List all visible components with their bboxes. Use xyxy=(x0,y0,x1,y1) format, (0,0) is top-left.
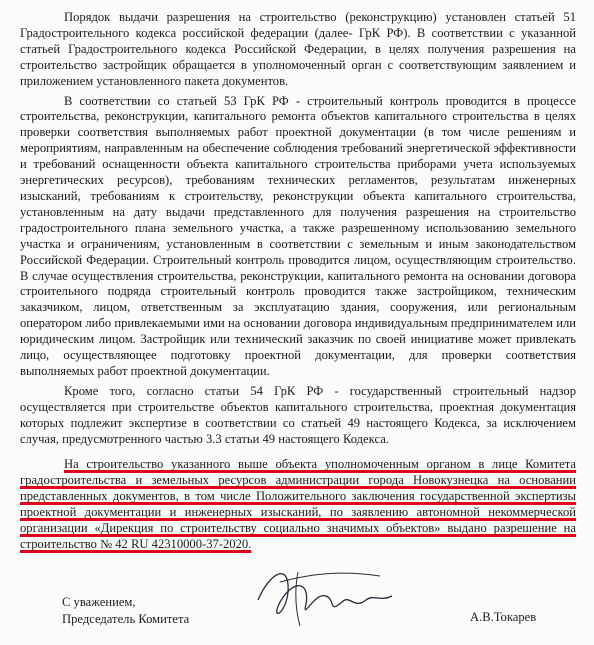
signer-left xyxy=(62,594,189,628)
paragraph-2: В соответствии со статьей 53 ГрК РФ - строительный контроль проводится в процессе строительства, реконструкции, капитального ремонта объектов капитального строительства в целях проверки соответствия выполняемых работ проектной документации (в том числе решениям и мероприятиям, направленным на обеспечение соблюдения требований энергетической эффективности и требований оснащенности объекта капитального строительства приборами учета используемых энергетических ресурсов), требованиям технических регламентов, результатам инженерных изысканий, требованиям к строительству, реконструкции объекта капитального строительства, установленным на дату выдачи представленного для получения разрешения на строительство градостроительного плана земельного участка, а также разрешенному использованию земельного участка и ограничениям, установленным в соответствии с земельным и иным законодательством Российской Федерации. Строительный контроль проводится лицом, осуществляющим строительство. В случае осуществления строительства, реконструкции, капитального ремонта на основании договора строительного подряда строительный контроль проводится также застройщиком, техническим заказчиком, лицом, ответственным за эксплуатацию здания, сооружения, или региональным оператором либо привлекаемыми ими на основании договора индивидуальным предпринимателем или юридическим лицом. Застройщик или технический заказчик по своей инициативе может привлекать лицо, осуществляющее подготовку проектной документации, для проверки соответствия выполняемых работ проектной документации. xyxy=(20,93,576,378)
closing-text: С уважением, xyxy=(62,595,136,609)
signature-block xyxy=(0,590,594,640)
highlighted-paragraph xyxy=(20,457,576,552)
signer-title: Председатель Комитета xyxy=(62,612,190,626)
signer-name: А.В.Токарев xyxy=(470,610,537,624)
highlighted-text: На строительство указанного выше объекта уполномоченным органом в лице Комитета градостроительства и земельных ресурсов администрации города Новокузнецка на основании представленных документов, в том числе Положительного заключения государственной экспертизы проектной документации и инженерных изысканий, по заявлению автономной некоммерческой организации «Дирекция по строительству социально значимых объектов» выдано разрешение на строительство № 42 RU 42310000-37-2020. xyxy=(20,457,576,551)
paragraph-1: Порядок выдачи разрешения на строительство (реконструкцию) установлен статьей 51 Градостроительного кодекса российской федерации (далее- ГрК РФ). В соответствии с указанной статьей Градостроительного кодекса Российской Федерации, в целях получения разрешения на строительство застройщик обращается в уполномоченный орган с соответствующим заявлением и приложением установленного пакета документов. xyxy=(20,10,576,88)
document-body xyxy=(20,10,576,553)
paragraph-3: Кроме того, согласно статьи 54 ГрК РФ - государственный строительный надзор осуществляется при строительстве объектов капитального строительства, проектная документация которых подлежит экспертизе в соответствии со статьей 49 настоящего Кодекса, за исключением случая, предусмотренного частью 3.3 статьи 49 настоящего Кодекса. xyxy=(20,383,576,446)
